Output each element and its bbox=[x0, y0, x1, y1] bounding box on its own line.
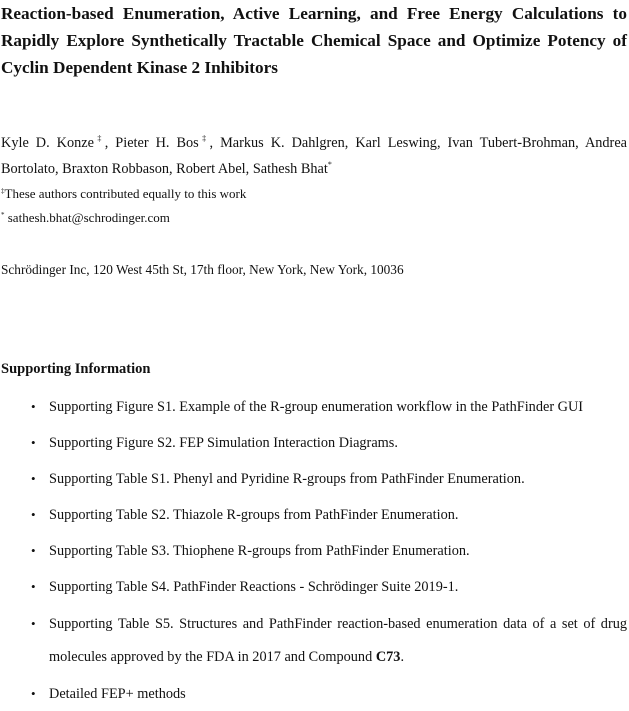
bullet: • bbox=[31, 543, 36, 558]
email-address: sathesh.bhat@schrodinger.com bbox=[7, 210, 170, 225]
list-item-text: Detailed FEP+ methods bbox=[49, 686, 186, 702]
author: Karl Leswing bbox=[355, 135, 437, 151]
author: Braxton Robbason bbox=[62, 161, 169, 177]
list-item-text: Supporting Figure S1. Example of the R-group enumeration workflow in the PathFinder GUI bbox=[49, 399, 584, 415]
author-list: Kyle D. Konze‡, Pieter H. Bos‡, Markus K. Dahlgren, Karl Leswing, Ivan Tubert-Brohman, Andrea Bortolato, Braxton Robbason, Robert Abel, Sathesh Bhat* bbox=[1, 134, 628, 177]
affiliation: Schrödinger Inc, 120 West 45th St, 17th floor, New York, New York, 10036 bbox=[1, 262, 404, 277]
paper-title: Reaction-based Enumeration, Active Learning, and Free Energy Calculations to Rapidly Explore Synthetically Tractable Chemical Space and Optimize Potency of Cyclin Dependent Kinase 2 Inhibitors bbox=[1, 4, 627, 77]
author: Andrea Bortolato bbox=[1, 135, 628, 177]
list-item-text: Supporting Figure S2. FEP Simulation Interaction Diagrams. bbox=[49, 435, 398, 451]
author: Kyle D. Konze‡ bbox=[1, 134, 105, 151]
bullet: • bbox=[31, 435, 36, 450]
bullet: • bbox=[31, 399, 36, 414]
author-mark: ‡ bbox=[93, 134, 105, 143]
list-item-text: Supporting Table S1. Phenyl and Pyridine R-groups from PathFinder Enumeration. bbox=[49, 471, 525, 487]
bullet: • bbox=[31, 616, 36, 631]
bullet: • bbox=[31, 686, 36, 701]
bullet: • bbox=[31, 471, 36, 486]
author: Markus K. Dahlgren bbox=[220, 135, 345, 151]
equal-contribution-note: ‡These authors contributed equally to this work bbox=[1, 186, 247, 201]
supporting-information-heading: Supporting Information bbox=[1, 361, 151, 377]
author: Sathesh Bhat* bbox=[252, 160, 332, 177]
list-item-text: Supporting Table S5. Structures and PathFinder reaction-based enumeration data of a set of drug molecules approved by the FDA in 2017 and Compound C73. bbox=[49, 616, 627, 665]
author: Pieter H. Bos‡ bbox=[115, 134, 210, 151]
compound-label: C73 bbox=[375, 649, 401, 665]
footnote-mark: * bbox=[1, 211, 5, 219]
author: Ivan Tubert-Brohman bbox=[447, 135, 576, 151]
corresponding-email bbox=[1, 209, 621, 227]
author-mark: * bbox=[327, 160, 332, 169]
author: Robert Abel bbox=[176, 161, 246, 177]
bullet: • bbox=[31, 579, 36, 594]
list-item-text: Supporting Table S2. Thiazole R-groups from PathFinder Enumeration. bbox=[49, 507, 459, 523]
footnote-mark: ‡ bbox=[1, 187, 5, 195]
list-item-text: Supporting Table S3. Thiophene R-groups from PathFinder Enumeration. bbox=[49, 543, 470, 559]
author-mark: ‡ bbox=[198, 134, 210, 143]
bullet: • bbox=[31, 507, 36, 522]
list-item-text: Supporting Table S4. PathFinder Reactions - Schrödinger Suite 2019-1. bbox=[49, 579, 459, 595]
